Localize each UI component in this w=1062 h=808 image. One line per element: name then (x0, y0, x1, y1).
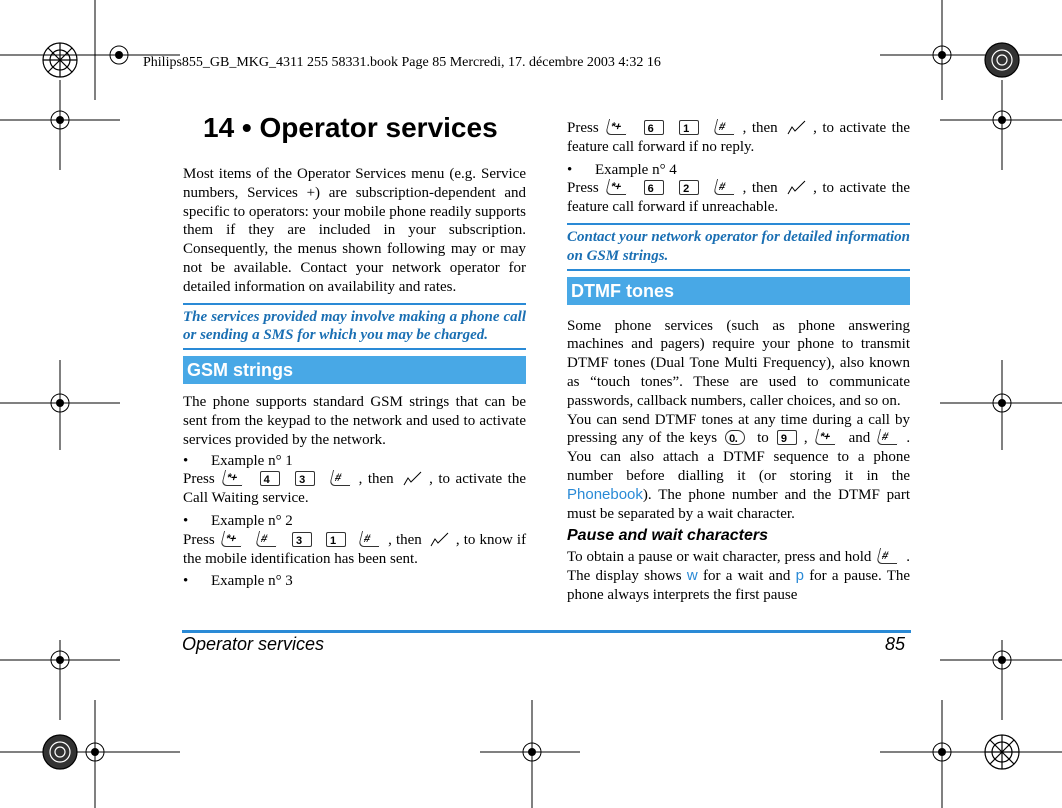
footer-rule (182, 630, 911, 633)
pause-wait-paragraph: To obtain a pause or wait character, press and hold # . The display shows w for a wait and p for a pause. The phone always interprets the first pause (567, 549, 911, 603)
key-0-icon: 0. (725, 430, 745, 445)
wait-char: w (686, 566, 698, 584)
star-key-icon: *+ (220, 531, 245, 547)
charge-note: The services provided may involve making a phone call or sending a SMS for which you may be charged. (183, 303, 526, 351)
pause-char: p (795, 566, 804, 584)
example-1-text: Press *+ 4 3 # , then , to activate the Call Waiting service. (183, 471, 526, 507)
dtmf-intro-paragraph: Some phone services (such as phone answering machines and pagers) require your phone to transmit DTMF tones (Dual Tone Multi Frequency), also known as “touch tones”. These are used to communicate passwords, callback numbers, caller choices, and so on. (567, 317, 910, 409)
star-key-icon: *+ (605, 119, 630, 135)
pause-wait-heading: Pause and wait characters (567, 527, 768, 545)
example-2-text: Press *+ # 3 1 # , then , to know if the mobile identification has been sent. (183, 531, 527, 567)
star-key-icon: *+ (814, 429, 839, 445)
hash-key-icon: # (255, 531, 280, 547)
hash-key-icon: # (713, 179, 738, 195)
key-4-icon: 4 (260, 471, 280, 486)
hash-key-icon: # (876, 548, 901, 564)
page-number: 85 (885, 634, 906, 654)
key-6-icon: 6 (644, 180, 664, 195)
key-1-icon: 1 (679, 120, 699, 135)
book-slug: Philips855_GB_MKG_4311 255 58331.book Page 85 Mercredi, 17. décembre 2003 4:32 16 (143, 55, 661, 70)
example-3-text: Press *+ 6 1 # , then , to activate the feature call forward if no reply. (567, 120, 910, 155)
example-2-label: • Example n° 2 (183, 512, 526, 531)
dtmf-tones-heading: DTMF tones (567, 277, 910, 305)
example-1-label: • Example n° 1 (183, 452, 526, 471)
call-key-icon (786, 180, 806, 195)
key-3-icon: 3 (295, 471, 315, 486)
left-column (183, 165, 526, 591)
key-9-icon: 9 (777, 430, 797, 445)
star-key-icon: *+ (605, 179, 630, 195)
hash-key-icon: # (876, 429, 901, 445)
example-3-label: • Example n° 3 (183, 572, 526, 591)
star-key-icon: *+ (221, 470, 246, 486)
right-column (567, 119, 910, 609)
dtmf-send-paragraph: You can send DTMF tones at any time during a call by pressing any of the keys 0. to 9 , *+ and # . You can also attach a DTMF sequence to a phone number before dialling it (or storing it in the Phonebook). The phone number and the DTMF part must be separated by a wait character. (567, 411, 911, 522)
phonebook-link[interactable]: Phonebook (567, 485, 643, 503)
key-6-icon: 6 (644, 120, 664, 135)
key-2-icon: 2 (679, 180, 699, 195)
gsm-contact-note: Contact your network operator for detailed information on GSM strings. (567, 223, 910, 271)
call-key-icon (402, 471, 422, 486)
gsm-intro-paragraph: The phone supports standard GSM strings that can be sent from the keypad to the network and used to activate services provided by the network. (183, 394, 526, 448)
intro-paragraph: Most items of the Operator Services menu (e.g. Service numbers, Services +) are subscription-dependent and specific to operators: your mobile phone readily supports them if they are included in your subscription. Consequently, the menus shown following may or may not be available. Contact your network operator for detailed information on availability and rates. (183, 166, 526, 295)
example-4-text: Press *+ 6 2 # , then , to activate the feature call forward if unreachable. (567, 180, 910, 216)
key-3-icon: 3 (292, 532, 312, 547)
hash-key-icon: # (329, 470, 354, 486)
example-4-label: • Example n° 4 (567, 161, 910, 180)
gsm-strings-heading: GSM strings (183, 356, 526, 384)
footer-section: Operator services (182, 634, 325, 654)
hash-key-icon: # (713, 119, 738, 135)
hash-key-icon: # (358, 531, 383, 547)
call-key-icon (786, 120, 806, 135)
call-key-icon (429, 532, 449, 547)
page-title: 14 • Operator services (203, 112, 498, 143)
key-1-icon: 1 (326, 532, 346, 547)
